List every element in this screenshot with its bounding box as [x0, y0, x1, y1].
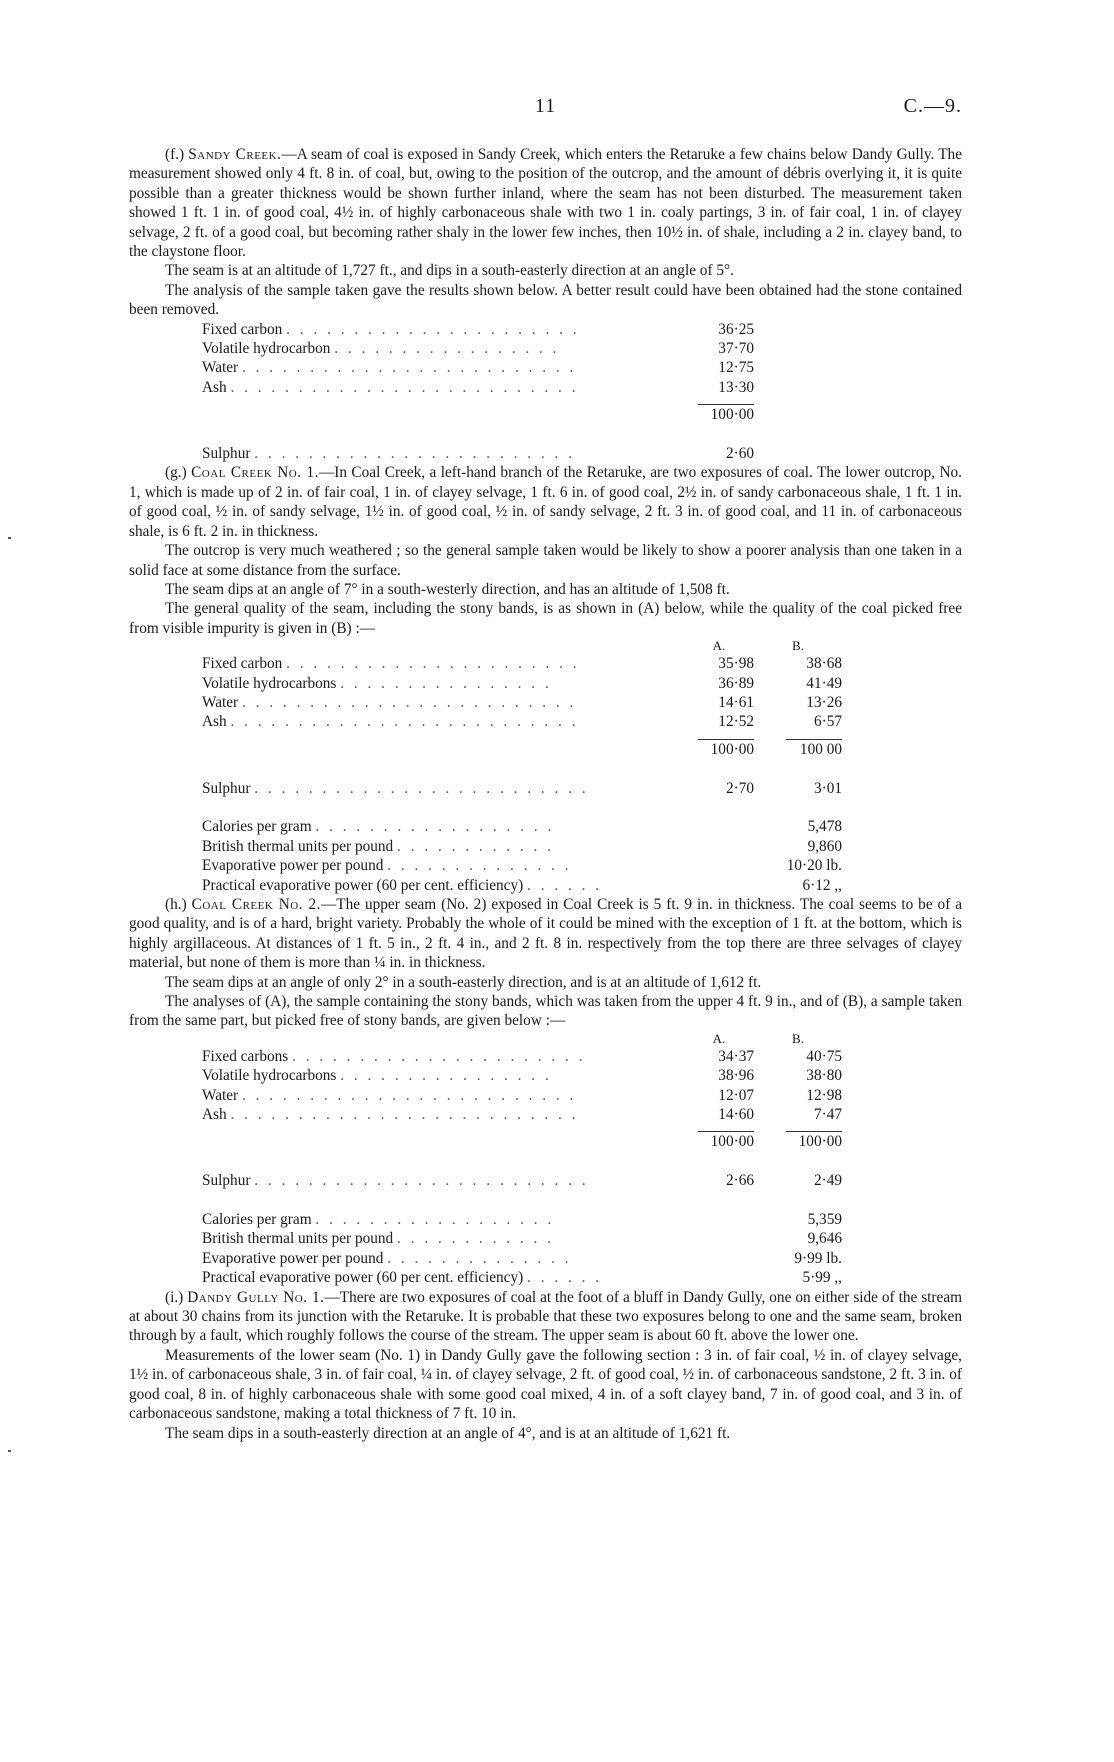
page-number: 11 [534, 95, 557, 117]
total-rule-row [202, 1124, 842, 1132]
section-h-marker: (h.) [165, 895, 187, 913]
section-i-marker: (i.) [165, 1288, 184, 1306]
spacer-row [202, 1152, 842, 1171]
scan-speck [8, 1450, 11, 1452]
table-row [202, 674, 842, 693]
value-b: 10·20 lb. [786, 857, 842, 875]
row-value: 12·75 [718, 359, 754, 377]
table-row [202, 320, 754, 339]
row-label: Ash [202, 713, 227, 731]
value-b: 41·49 [806, 674, 842, 692]
leader-dots: . . . . . . . . . . . . . . . . . . . . . . . . [254, 445, 576, 463]
leader-dots: . . . . . . [527, 1269, 603, 1287]
table-row [202, 856, 842, 875]
section-i-title: Dandy Gully No. 1. [187, 1288, 325, 1306]
row-label: Volatile hydrocarbons [202, 1067, 337, 1085]
sulphur-a: 2·70 [725, 779, 754, 797]
section-h-paragraph-1 [129, 895, 962, 973]
value-b: 9,646 [807, 1230, 842, 1248]
value-b: 9·99 lb. [794, 1249, 842, 1267]
value-a: 12·07 [718, 1086, 754, 1104]
leader-dots: . . . . . . . . . . . . . . . . [340, 674, 552, 692]
leader-dots: . . . . . . . . . . . . . . . . . . . . . . . . . . [230, 378, 579, 396]
table-row [202, 1268, 842, 1287]
section-i-paragraph-2: Measurements of the lower seam (No. 1) in Dandy Gully gave the following section : 3 in. of fair coal, ½ in. of clayey selvage, 1½ in. of carbonaceous shale, 3 in. of fair coal, ¼ in. of clayey selvage, 2 ft. of good coal, ½ in. of carbonaceous sandstone, 2 ft. 3 in. of good coal, 8 in. of highly carbonaceous shale with some good coal mixed, 4 in. of a soft clayey band, 7 in. of good coal, and 3 in. of carbonaceous sandstone, making a total thickness of 7 ft. 10 in. [129, 1346, 962, 1423]
leader-dots: . . . . . . . . . . . . [397, 837, 554, 855]
value-a: 12·52 [718, 713, 754, 731]
row-label: Fixed carbon [202, 655, 283, 673]
table-row [202, 339, 754, 358]
section-g-paragraph-2: The outcrop is very much weathered ; so the general sample taken would be likely to show a poorer analysis than one taken in a solid face at some distance from the surface. [129, 542, 962, 579]
row-label: Water [202, 1086, 239, 1104]
row-value: 13·30 [718, 378, 754, 396]
total-row [202, 1132, 842, 1151]
leader-dots: . . . . . . . . . . . . . . . . . . . . . . . . . . [230, 713, 579, 731]
section-g-paragraph-3: The seam dips at an angle of 7° in a south-westerly direction, and has an altitude of 1,508 ft. [165, 580, 730, 598]
column-header-a: A. [712, 1030, 726, 1046]
table-row [202, 712, 842, 731]
column-header-a: A. [712, 638, 726, 654]
spacer-row [202, 759, 842, 778]
section-f-text-1: —A seam of coal is exposed in Sandy Creek, which enters the Retaruke a few chains below Dandy Gully. The measurement showed only 4 ft. 8 in. of coal, but, owing to the position of the outcrop, and the amount of débris overlying it, it is quite possible than a greater thickness would be shown further inland, where the seam has not been disturbed. The measurement taken showed 1 ft. 1 in. of good coal, 4½ in. of highly carbonaceous shale with two 1 in. coaly partings, 3 in. of fair coal, 1 in. of clayey selvage, 2 ft. of a good coal, but becoming rather shaly in the lower few inches, then 10½ in. of shale, including a 2 in. clayey band, to the claystone floor. [129, 146, 962, 261]
scan-speck [8, 537, 11, 539]
table-row [202, 1066, 842, 1085]
total-value: 100·00 [710, 406, 754, 424]
table-row [202, 1047, 842, 1066]
total-a: 100·00 [710, 740, 754, 758]
leader-dots: . . . . . . . . . . . . . . . . . . . . . . [286, 655, 580, 673]
spacer-row [202, 798, 842, 817]
row-label: Sulphur [202, 779, 251, 797]
leader-dots: . . . . . . . . . . . . . . . . . . . . . . . . . [241, 693, 577, 711]
column-header-row [202, 1031, 842, 1047]
value-b: 40·75 [806, 1047, 842, 1065]
table-row [202, 817, 842, 836]
section-g-marker: (g.) [165, 464, 187, 482]
section-f-title: Sandy Creek. [188, 146, 282, 163]
section-f-paragraph-1 [129, 145, 962, 261]
table-row [202, 1229, 842, 1248]
table-row [202, 876, 842, 895]
row-value: 36·25 [718, 320, 754, 338]
sulphur-a: 2·66 [725, 1172, 754, 1190]
row-label: Evaporative power per pound [202, 1249, 384, 1267]
section-g-paragraph-4: The general quality of the seam, including the stony bands, is as shown in (A) below, while the quality of the coal picked free from visible impurity is given in (B) :— [129, 600, 962, 637]
value-a: 14·61 [718, 693, 754, 711]
value-b: 38·80 [806, 1067, 842, 1085]
document-page [129, 0, 962, 1443]
leader-dots: . . . . . . . . . . . . . . . . . . . . . . . . . . [230, 1106, 579, 1124]
column-header-b: B. [792, 638, 804, 654]
leader-dots: . . . . . . . . . . . . . . . . [340, 1067, 552, 1085]
row-label: Calories per gram [202, 818, 312, 836]
leader-dots: . . . . . . . . . . . . . . . . . . . . . . . . . [241, 359, 577, 377]
section-h-text-1: —The upper seam (No. 2) exposed in Coal Creek is 5 ft. 9 in. in thickness. The coal seems to be of a good quality, and is of a hard, bright variety. Probably the whole of it could be mined with the exception of 1 ft. at the bottom, which is highly argillaceous. At distances of 1 ft. 5 in., 2 ft. 4 in., and 2 ft. 8 in. respectively from the top there are three selvages of clayey material, but none of them is more than ¼ in. in thickness. [129, 895, 963, 972]
leader-dots: . . . . . . . . . . . . . . . . . . . . . . [286, 320, 580, 338]
table-row [202, 1249, 842, 1268]
sulphur-value: 2·60 [725, 445, 754, 463]
section-i-paragraph-3: The seam dips in a south-easterly direction at an angle of 4°, and is at an altitude of 1,621 ft. [165, 1424, 731, 1442]
table-row [202, 358, 754, 377]
leader-dots: . . . . . . . . . . . . . . . . . . . . . . . . . [254, 779, 589, 797]
section-g-title: Coal Creek No. 1. [191, 464, 319, 482]
row-label: Volatile hydrocarbon [202, 340, 331, 358]
value-b: 38·68 [806, 655, 842, 673]
value-b: 7·47 [813, 1106, 842, 1124]
row-label: Ash [202, 1106, 227, 1124]
table-row [202, 1105, 842, 1124]
table-row [202, 378, 754, 397]
row-label: Ash [202, 378, 227, 396]
total-a: 100·00 [710, 1133, 754, 1151]
total-b: 100·00 [798, 1133, 842, 1151]
section-i-text-1: —There are two exposures of coal at the foot of a bluff in Dandy Gully, one on either side of the stream at about 30 chains from its junction with the Retaruke. It is probable that these two exposures belong to one and the same seam, broken through by a fault, which roughly follows the course of the stream. The upper seam is about 60 ft. above the lower one. [129, 1288, 963, 1345]
value-a: 36·89 [718, 674, 754, 692]
row-label: Fixed carbons [202, 1047, 289, 1065]
section-f-paragraph-2: The seam is at an altitude of 1,727 ft., and dips in a south-easterly direction at an angle of 5°. [165, 262, 734, 280]
page-header [129, 0, 962, 117]
row-label: Volatile hydrocarbons [202, 674, 337, 692]
spacer-row [202, 1191, 842, 1210]
section-h-title: Coal Creek No. 2. [191, 895, 321, 913]
section-f-marker: (f.) [165, 146, 185, 163]
value-a: 38·96 [718, 1067, 754, 1085]
table-row [202, 1086, 842, 1105]
value-a: 34·37 [718, 1047, 754, 1065]
row-label: Water [202, 359, 239, 377]
leader-dots: . . . . . . . . . . . . [397, 1230, 554, 1248]
total-rule-row [202, 732, 842, 740]
row-label: British thermal units per pound [202, 1230, 394, 1248]
leader-dots: . . . . . . . . . . . . . . . . . . [315, 1211, 555, 1229]
sulphur-b: 3·01 [813, 779, 842, 797]
sulphur-row [202, 1171, 842, 1190]
value-b: 6·57 [813, 713, 842, 731]
row-label: Practical evaporative power (60 per cent. efficiency) [202, 1269, 524, 1287]
row-label: Calories per gram [202, 1211, 312, 1229]
total-row [202, 740, 842, 759]
row-label: Sulphur [202, 1172, 251, 1190]
leader-dots: . . . . . . . . . . . . . . . . . . . . . . [292, 1047, 586, 1065]
row-label: Practical evaporative power (60 per cent. efficiency) [202, 876, 524, 894]
value-b: 12·98 [806, 1086, 842, 1104]
value-b: 6·12 ,, [802, 876, 842, 894]
value-a: 35·98 [718, 655, 754, 673]
table-row [202, 693, 842, 712]
table-row [202, 1210, 842, 1229]
row-label: Fixed carbon [202, 320, 283, 338]
section-f-paragraph-3: The analysis of the sample taken gave the results shown below. A better result could have been obtained had the stone contained been removed. [129, 281, 962, 319]
table-row [202, 837, 842, 856]
value-b: 5,478 [807, 818, 842, 836]
leader-dots: . . . . . . . . . . . . . . . . . [334, 340, 560, 358]
value-b: 5·99 ,, [802, 1269, 842, 1287]
leader-dots: . . . . . . . . . . . . . . . . . . . . . . . . . [254, 1172, 589, 1190]
row-label: Sulphur [202, 445, 251, 463]
value-b: 5,359 [807, 1211, 842, 1229]
value-b: 13·26 [806, 693, 842, 711]
leader-dots: . . . . . . . . . . . . . . [387, 857, 572, 875]
section-g-paragraph-1 [129, 463, 962, 541]
value-b: 9,860 [807, 837, 842, 855]
section-h-paragraph-2: The seam dips at an angle of only 2° in a south-easterly direction, and is at an altitude of 1,612 ft. [165, 973, 762, 991]
spacer-row [202, 425, 754, 444]
document-reference: C.—9. [903, 95, 962, 117]
column-header-row [202, 638, 842, 654]
section-f-analysis-table [202, 320, 754, 464]
leader-dots: . . . . . . . . . . . . . . . . . . . . . . . . . [241, 1086, 577, 1104]
row-label: British thermal units per pound [202, 837, 394, 855]
sulphur-row [202, 444, 754, 463]
total-row [202, 405, 754, 424]
section-h-paragraph-3: The analyses of (A), the sample containing the stony bands, which was taken from the upper 4 ft. 9 in., and of (B), a sample taken from the same part, but picked free of stony bands, are given below :— [129, 993, 962, 1030]
section-g-analysis-table [202, 638, 842, 895]
total-b: 100 00 [799, 740, 842, 758]
row-label: Evaporative power per pound [202, 857, 384, 875]
value-a: 14·60 [718, 1106, 754, 1124]
leader-dots: . . . . . . [527, 876, 603, 894]
column-header-b: B. [792, 1030, 804, 1046]
sulphur-row [202, 779, 842, 798]
section-g-text-1: —In Coal Creek, a left-hand branch of the Retaruke, are two exposures of coal. The lower outcrop, No. 1, which is made up of 2 in. of fair coal, 1 in. of clayey selvage, 1 ft. 6 in. of good coal, 2½ in. of sandy carbonaceous shale, 1 ft. 1 in. of good coal, ½ in. of sandy selvage, 1½ in. of good coal, ½ in. of sandy selvage, 2 ft. 3 in. of good coal, and 11 in. of carbonaceous shale, is 6 ft. 2 in. in thickness. [129, 464, 962, 540]
sulphur-b: 2·49 [813, 1172, 842, 1190]
table-row [202, 654, 842, 673]
section-i-paragraph-1 [129, 1288, 962, 1346]
section-h-analysis-table [202, 1031, 842, 1288]
leader-dots: . . . . . . . . . . . . . . [387, 1249, 572, 1267]
leader-dots: . . . . . . . . . . . . . . . . . . [315, 818, 555, 836]
total-rule-row [202, 397, 754, 405]
row-value: 37·70 [718, 340, 754, 358]
row-label: Water [202, 693, 239, 711]
